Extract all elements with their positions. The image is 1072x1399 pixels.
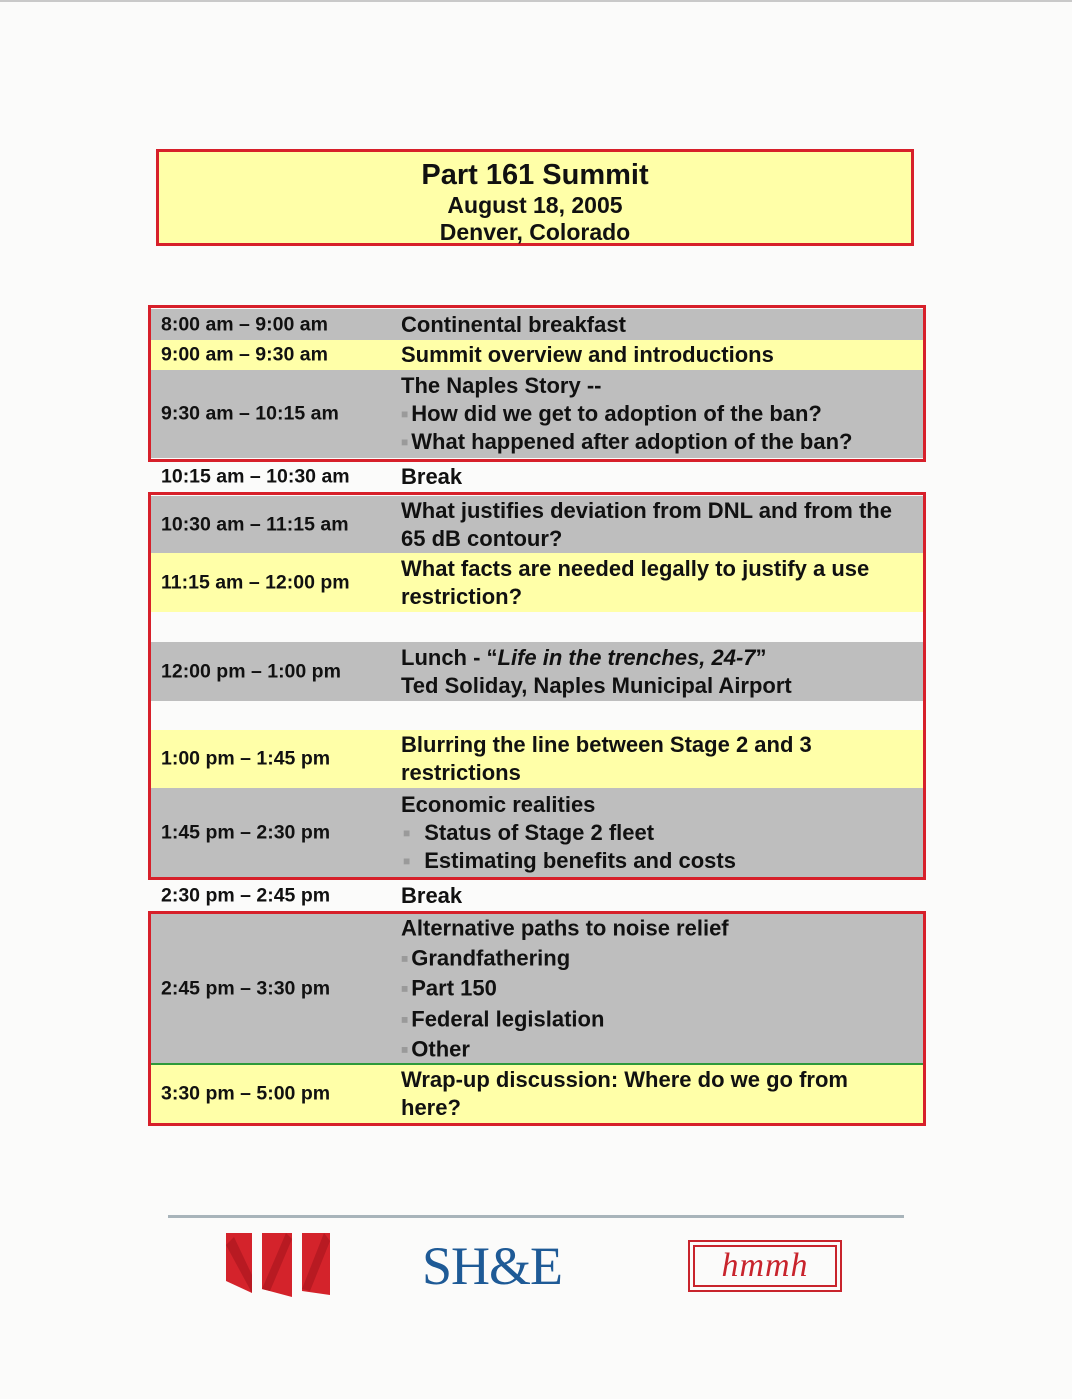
agenda-time: 3:30 pm – 5:00 pm xyxy=(161,1082,331,1105)
agenda-title: Summit overview and introductions xyxy=(401,342,774,367)
square-bullet-icon: ■ xyxy=(401,407,409,421)
agenda-title: Alternative paths to noise relief xyxy=(401,915,729,941)
she-logo: SH&E xyxy=(422,1236,563,1296)
square-bullet-icon: ■ xyxy=(401,981,409,996)
agenda-time: 9:30 am – 10:15 am xyxy=(161,402,339,425)
summit-title: Part 161 Summit xyxy=(421,159,649,191)
agenda-bullet-item: ■ Part 150 xyxy=(401,975,497,1001)
square-bullet-icon: ■ xyxy=(403,853,411,868)
agenda-description xyxy=(401,644,913,700)
page-top-edge xyxy=(0,0,1072,2)
agenda-title: Blurring the line between Stage 2 and 3 restrictions xyxy=(401,732,812,785)
agenda-description xyxy=(401,791,913,875)
agenda-bullet-item: ■ What happened after adoption of the ban? xyxy=(401,429,853,454)
summit-date: August 18, 2005 xyxy=(447,192,623,218)
agenda-title: The Naples Story -- xyxy=(401,373,602,398)
agenda-row xyxy=(151,642,923,701)
agenda-bullet-item: ■ Other xyxy=(401,1036,470,1062)
agenda-bullet-item: ■ Status of Stage 2 fleet xyxy=(403,819,655,845)
agenda-time: 2:30 pm – 2:45 pm xyxy=(161,884,331,906)
square-bullet-icon: ■ xyxy=(401,1011,409,1026)
agenda-row xyxy=(151,370,923,458)
agenda-title: Break xyxy=(401,463,463,489)
square-bullet-icon: ■ xyxy=(401,950,409,965)
agenda-row xyxy=(151,914,923,1064)
agenda-speaker: Ted Soliday, Naples Municipal Airport xyxy=(401,672,792,698)
agenda-time: 8:00 am – 9:00 am xyxy=(161,313,328,335)
summit-location: Denver, Colorado xyxy=(439,219,631,245)
footer-rule xyxy=(168,1215,904,1218)
agenda-title: Continental breakfast xyxy=(401,311,626,337)
square-bullet-icon: ■ xyxy=(401,435,409,449)
agenda-title: Lunch - “Life in the trenches, 24-7” xyxy=(401,644,767,670)
red-sponsor-logo xyxy=(226,1233,330,1297)
agenda-title: What justifies deviation from DNL and from the 65 dB contour? xyxy=(401,497,892,551)
agenda-bullet-item: ■ Estimating benefits and costs xyxy=(403,847,736,873)
agenda-row xyxy=(151,340,923,370)
agenda-time: 9:00 am – 9:30 am xyxy=(161,343,328,366)
agenda-time: 10:30 am – 11:15 am xyxy=(161,513,349,535)
agenda-row xyxy=(151,553,923,612)
agenda-bullet-item: ■ Grandfathering xyxy=(401,944,571,970)
agenda-time: 12:00 pm – 1:00 pm xyxy=(161,660,341,682)
agenda-time: 10:15 am – 10:30 am xyxy=(161,465,350,487)
agenda-title: Break xyxy=(401,882,463,908)
summit-header xyxy=(156,149,914,246)
agenda-row xyxy=(151,730,923,788)
hmmh-logo-text: hmmh xyxy=(693,1245,837,1287)
agenda-title: Wrap-up discussion: Where do we go from here? xyxy=(401,1067,848,1120)
agenda-row xyxy=(151,880,923,911)
agenda-row xyxy=(151,1065,923,1123)
hmmh-logo xyxy=(688,1240,842,1292)
agenda-row xyxy=(151,309,923,340)
row-divider xyxy=(151,1063,923,1065)
agenda-time: 2:45 pm – 3:30 pm xyxy=(161,977,331,1000)
agenda-row xyxy=(151,788,923,877)
agenda-bullet-item: ■ How did we get to adoption of the ban? xyxy=(401,401,822,426)
agenda-row xyxy=(151,496,923,553)
square-bullet-icon: ■ xyxy=(403,825,411,840)
agenda-time: 11:15 am – 12:00 pm xyxy=(161,571,350,593)
agenda-title: Economic realities xyxy=(401,791,596,817)
square-bullet-icon: ■ xyxy=(401,1042,409,1057)
agenda-description xyxy=(401,913,913,1065)
agenda-title: What facts are needed legally to justify a use restriction? xyxy=(401,555,870,609)
agenda-description xyxy=(401,372,913,456)
agenda-row xyxy=(151,461,923,492)
agenda-bullet-item: ■ Federal legislation xyxy=(401,1005,605,1031)
agenda-time: 1:00 pm – 1:45 pm xyxy=(161,747,331,770)
agenda-time: 1:45 pm – 2:30 pm xyxy=(161,821,331,843)
